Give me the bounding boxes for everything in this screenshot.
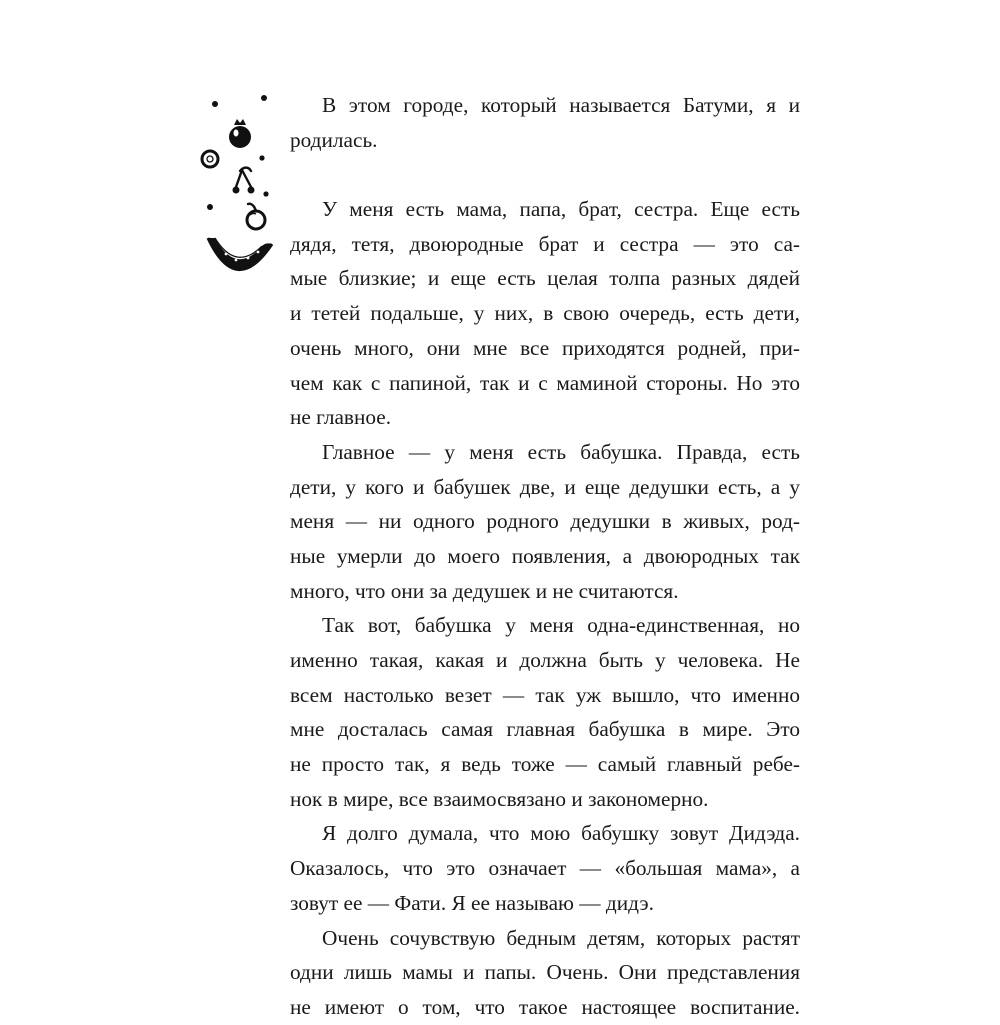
text-line: много, что они за дедушек и не считаются. <box>290 578 679 603</box>
paragraph <box>290 435 800 608</box>
text-line: и тетей подальше, у них, в свою очередь, есть дети, <box>290 301 800 326</box>
dot-icon <box>263 191 268 196</box>
text-line: родилась. <box>290 127 378 152</box>
text-line: именно такая, какая и должна быть у человека. Не <box>290 648 800 672</box>
text-line: В этом городе, который называется Батуми, я и <box>322 93 800 117</box>
pomegranate-icon <box>229 119 251 148</box>
text-line: Оказалось, что это означает — «большая мама», а <box>290 856 800 881</box>
text-line: У меня есть мама, папа, брат, сестра. Еще есть <box>322 197 800 222</box>
text-line: Так вот, бабушка у меня одна-единственная, но <box>322 613 800 638</box>
dot-icon <box>212 101 218 107</box>
text-line: не просто так, я ведь тоже — самый главный ребе- <box>290 752 800 777</box>
text-line: мые близкие; и еще есть целая толпа разных дядей <box>290 266 800 291</box>
paragraph <box>290 192 800 435</box>
text-line: дети, у кого и бабушек две, и еще дедушки есть, а у <box>290 474 800 499</box>
text-line: Я долго думала, что мою бабушку зовут Дидэда. <box>322 821 800 846</box>
text-line: меня — ни одного родного дедушки в живых, род- <box>290 509 800 534</box>
text-line: одни лишь мамы и папы. Очень. Они представления <box>290 960 800 985</box>
text-line: Главное — у меня есть бабушка. Правда, есть <box>322 439 800 464</box>
text-line: Очень сочувствую бедным детям, которых растят <box>322 925 800 950</box>
text-line: ные умерли до моего появления, а двоюродных так <box>290 543 800 568</box>
text-line: не имеют о том, что такое настоящее воспитание. <box>290 994 800 1019</box>
lemon-slice-icon <box>202 151 218 167</box>
apple-icon <box>247 204 265 229</box>
fruit-decoration <box>196 92 284 282</box>
text-line: дядя, тетя, двоюродные брат и сестра — это са- <box>290 231 800 256</box>
paragraph <box>290 88 800 157</box>
text-line: нок в мире, все взаимосвязано и закономерно. <box>290 786 709 811</box>
dot-icon <box>261 95 267 101</box>
text-line: не главное. <box>290 405 392 430</box>
text-line: всем настолько везет — так уж вышло, что именно <box>290 682 800 707</box>
text-line: очень много, они мне все приходятся родней, при- <box>290 335 800 360</box>
paragraph <box>290 816 800 920</box>
text-line: чем как с папиной, так и с маминой стороны. Но это <box>290 370 800 395</box>
cherries-icon <box>233 168 255 194</box>
paragraph-gap <box>290 157 800 192</box>
paragraph <box>290 608 800 816</box>
dot-icon <box>259 155 264 160</box>
dot-icon <box>207 204 213 210</box>
text-line: зовут ее — Фати. Я ее называю — дидэ. <box>290 890 654 915</box>
text-line: мне досталась самая главная бабушка в мире. Это <box>290 717 800 742</box>
body-text <box>290 88 800 1025</box>
paragraph <box>290 921 800 1025</box>
watermelon-slice-icon <box>208 238 272 270</box>
